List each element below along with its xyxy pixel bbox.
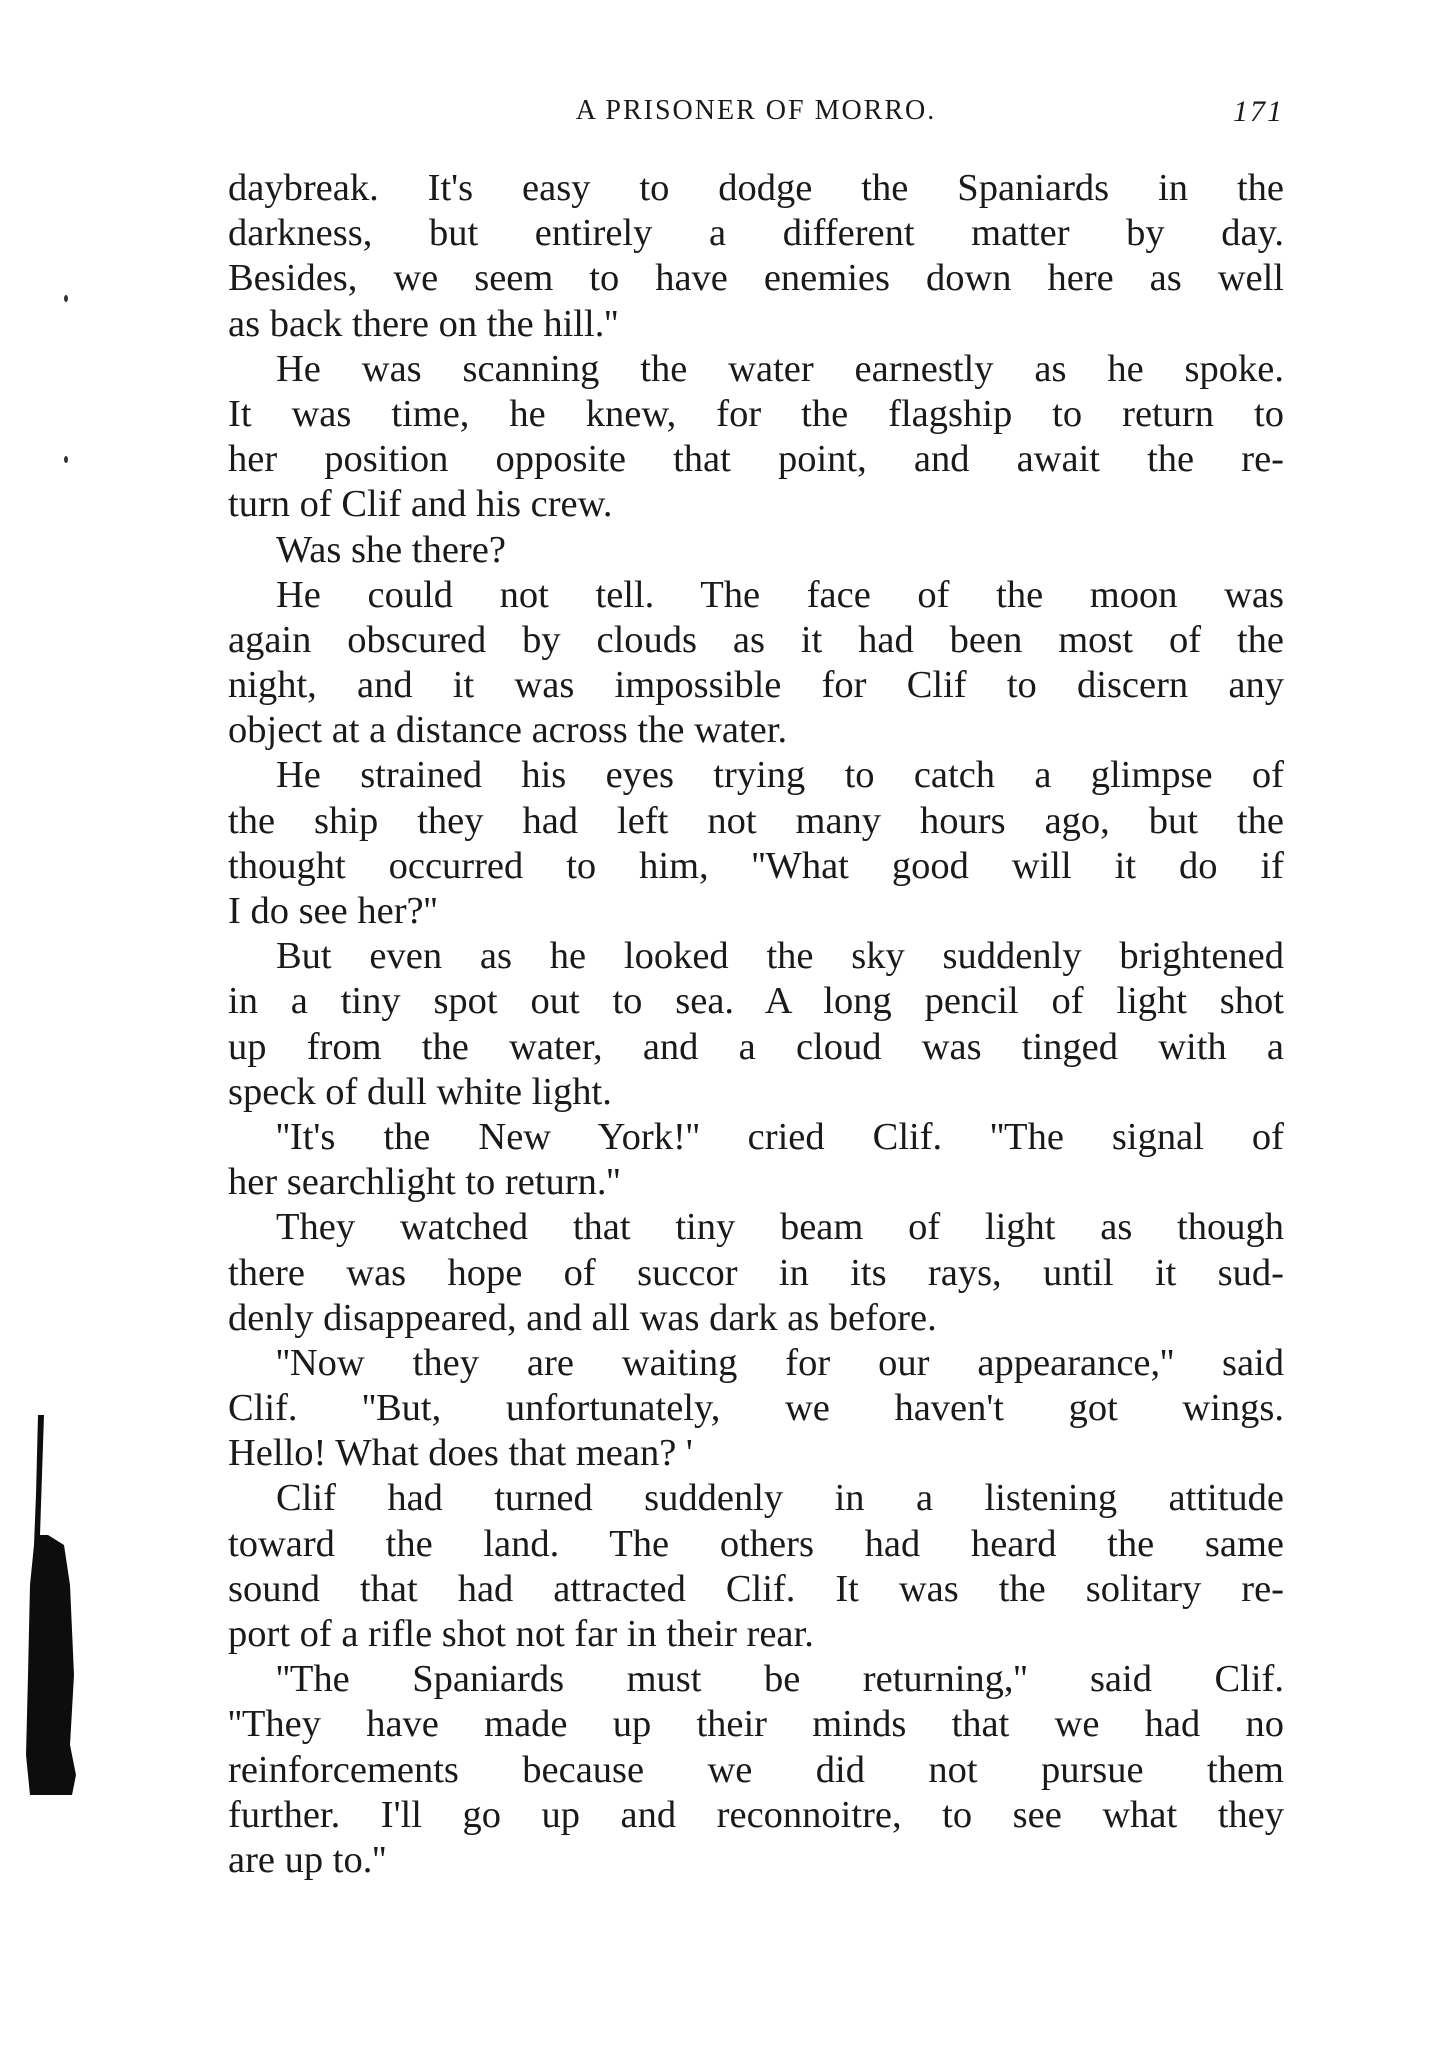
text-line: there was hope of succor in its rays, until it sud-	[228, 1251, 1284, 1294]
text-line: Clif. ''But, unfortunately, we haven't got wings.	[228, 1387, 1284, 1430]
text-line: He could not tell. The face of the moon was	[276, 573, 1284, 616]
text-line: Clif had turned suddenly in a listening attitude	[276, 1477, 1284, 1520]
text-line: up from the water, and a cloud was tinged with a	[228, 1025, 1284, 1068]
text-line: ''It's the New York!'' cried Clif. ''The signal of	[276, 1115, 1284, 1158]
page-number: 171	[1233, 95, 1284, 128]
text-line: It was time, he knew, for the flagship to return to	[228, 392, 1284, 435]
text-line: reinforcements because we did not pursue them	[228, 1748, 1284, 1791]
scan-speck	[64, 456, 68, 463]
text-line: ''The Spaniards must be returning,'' said Clif.	[276, 1658, 1284, 1701]
text-line: turn of Clif and his crew.	[228, 483, 613, 526]
text-line: object at a distance across the water.	[228, 709, 788, 752]
text-line: in a tiny spot out to sea. A long pencil of light shot	[228, 980, 1284, 1023]
text-line: as back there on the hill.''	[228, 302, 619, 345]
text-line: further. I'll go up and reconnoitre, to see what they	[228, 1793, 1284, 1836]
text-line: I do see her?''	[228, 890, 438, 932]
text-line: denly disappeared, and all was dark as before.	[228, 1296, 937, 1339]
binding-shadow	[20, 1415, 78, 1795]
text-line: are up to.''	[228, 1838, 387, 1881]
text-line: speck of dull white light.	[228, 1070, 612, 1113]
text-line: daybreak. It's easy to dodge the Spaniards in the	[228, 167, 1284, 209]
running-title: A PRISONER OF MORRO.	[575, 95, 937, 126]
text-line: her searchlight to return.''	[228, 1161, 621, 1204]
scan-speck	[64, 295, 68, 302]
text-line: the ship they had left not many hours ago, but the	[228, 799, 1284, 842]
text-line: Besides, we seem to have enemies down here as well	[228, 257, 1284, 300]
text-line: Was she there?	[276, 528, 506, 571]
text-line: Hello! What does that mean? '	[228, 1432, 693, 1475]
running-head	[228, 95, 1284, 135]
body-text	[228, 166, 1284, 1883]
text-line: her position opposite that point, and await the re-	[228, 438, 1284, 481]
text-line: night, and it was impossible for Clif to discern any	[228, 664, 1284, 707]
text-line: port of a rifle shot not far in their rear.	[228, 1613, 814, 1655]
text-line: ''Now they are waiting for our appearance,'' said	[276, 1341, 1284, 1384]
text-line: toward the land. The others had heard the same	[228, 1522, 1284, 1565]
text-line: again obscured by clouds as it had been most of the	[228, 618, 1284, 661]
text-line: He was scanning the water earnestly as he spoke.	[276, 347, 1284, 390]
text-line: They watched that tiny beam of light as though	[276, 1206, 1284, 1249]
text-line: He strained his eyes trying to catch a glimpse of	[276, 754, 1284, 797]
text-line: ''They have made up their minds that we had no	[228, 1703, 1284, 1746]
text-line: darkness, but entirely a different matter by day.	[228, 212, 1284, 255]
text-line: sound that had attracted Clif. It was the solitary re-	[228, 1567, 1284, 1610]
text-line: thought occurred to him, ''What good will it do if	[228, 844, 1284, 887]
text-line: But even as he looked the sky suddenly brightened	[276, 935, 1284, 978]
